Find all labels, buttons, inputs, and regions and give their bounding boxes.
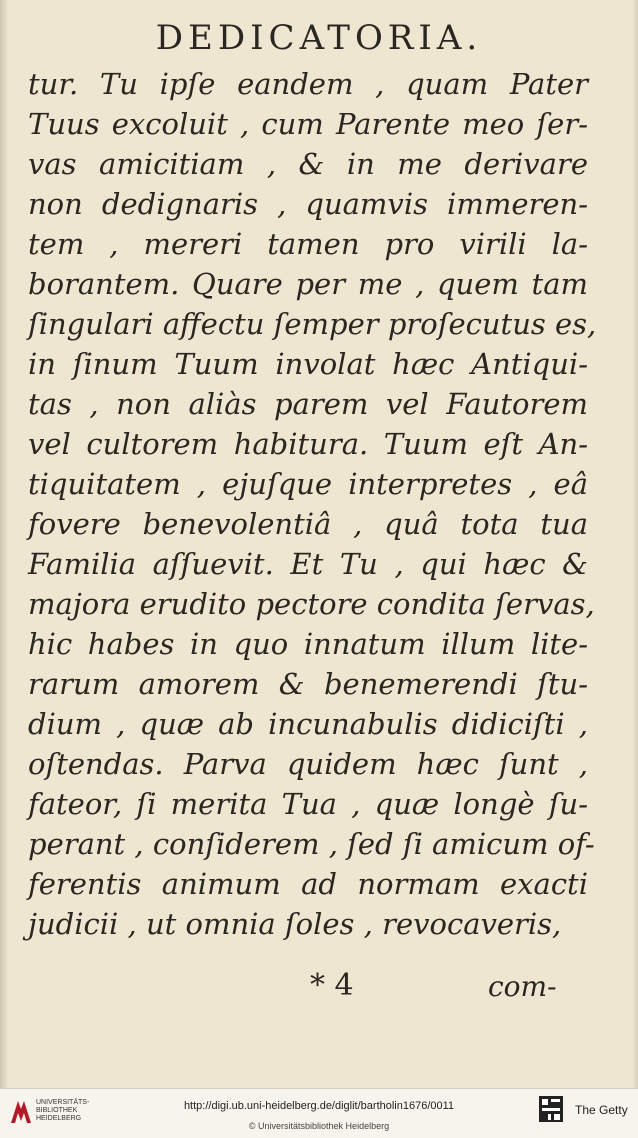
text-line-9: tas , non aliàs parem vel Fautorem <box>28 387 588 421</box>
text-line-17: dium , quæ ab incunabulis didiciſti , <box>28 707 588 741</box>
text-line-12: fovere benevolentiâ , quâ tota tua <box>28 507 588 541</box>
text-line-21: ferentis animum ad normam exacti <box>28 867 588 901</box>
page-body-text <box>28 64 597 944</box>
running-header: DEDICATORIA. <box>155 18 483 58</box>
text-line-1: tur. Tu ipſe eandem , quam Pater <box>28 67 588 101</box>
text-line-11: tiquitatem , ejuſque interpretes , eâ <box>28 467 588 501</box>
text-line-16: rarum amorem & benemerendi ſtu- <box>28 667 588 701</box>
text-line-3: vas amicitiam , & in me derivare <box>28 147 588 181</box>
text-line-18: oſtendas. Parva quidem hæc ſunt , <box>28 747 588 781</box>
text-line-7: ſingulari affectu ſemper proſecutus es, <box>28 307 597 341</box>
text-line-10: vel cultorem habitura. Tuum eſt An- <box>28 427 588 461</box>
getty-logo-icon <box>539 1096 563 1122</box>
partner-name: The Getty <box>575 1103 628 1117</box>
text-line-19: fateor, ſi merita Tua , quæ longè ſu- <box>28 787 588 821</box>
library-name: UNIVERSITÄTS- BIBLIOTHEK HEIDELBERG <box>36 1099 90 1122</box>
text-line-4: non dedignaris , quamvis immeren- <box>28 187 588 221</box>
text-line-13: Familia aſſuevit. Et Tu , qui hæc & <box>28 547 588 581</box>
permalink-url[interactable]: http://digi.ub.uni-heidelberg.de/diglit/bartholin1676/0011 <box>183 1100 455 1112</box>
text-line-6: borantem. Quare per me , quem tam <box>28 267 588 301</box>
text-line-15: hic habes in quo innatum illum lite- <box>28 627 588 661</box>
viewer-footer <box>0 1088 638 1138</box>
text-line-2: Tuus excoluit , cum Parente meo ſer- <box>28 107 588 141</box>
text-line-8: in ſinum Tuum involat hæc Antiqui- <box>28 347 588 381</box>
catchword: com- <box>488 970 557 1003</box>
text-line-22: judicii , ut omnia ſoles , revocaveris, <box>28 907 562 941</box>
text-line-14: majora erudito pectore condita ſervas, <box>28 587 595 621</box>
text-line-5: tem , mereri tamen pro virili la- <box>28 227 588 261</box>
text-line-20: perant , conſiderem , ſed ſi amicum of- <box>28 827 595 861</box>
copyright-notice: © Universitätsbibliothek Heidelberg <box>248 1121 390 1131</box>
signature-mark: * 4 <box>310 968 354 1003</box>
